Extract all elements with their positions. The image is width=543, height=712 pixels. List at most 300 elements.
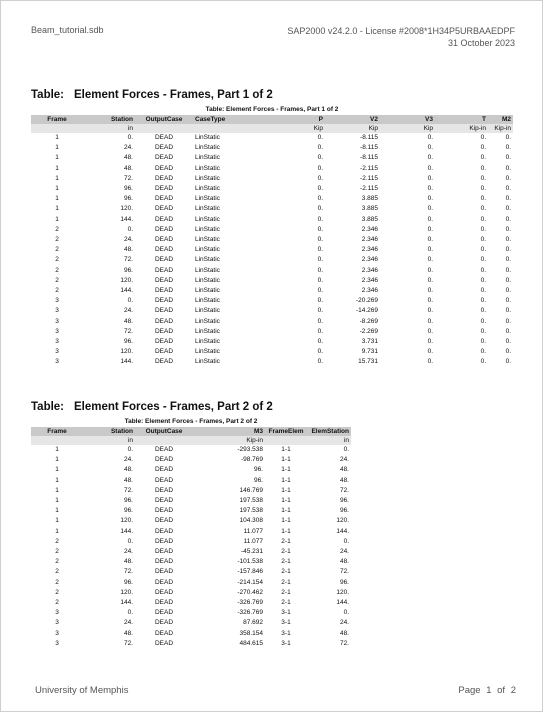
table-cell: 0. — [317, 185, 323, 193]
unit-header: in — [307, 436, 351, 445]
table-cell: 3.885 — [361, 215, 378, 223]
unit-header: Kip-in — [193, 436, 265, 445]
table-cell: 2 — [55, 276, 59, 284]
table-cell: 3 — [55, 609, 59, 617]
table-cell: -101.538 — [237, 558, 263, 566]
table-cell: 0. — [505, 185, 511, 193]
table-row — [31, 445, 351, 455]
table-cell: LinStatic — [195, 348, 220, 356]
table-cell: DEAD — [154, 517, 174, 525]
unit-header — [135, 124, 193, 133]
table-cell: DEAD — [154, 144, 174, 152]
table-cell: DEAD — [154, 568, 174, 576]
table-cell: 1-1 — [281, 476, 291, 484]
table-cell: 120. — [120, 205, 133, 213]
table-cell: 1-1 — [281, 497, 291, 505]
table-cell: 0. — [317, 134, 323, 141]
col-header: ElemStation — [307, 427, 351, 436]
table-cell: DEAD — [154, 507, 174, 515]
table-cell: 0. — [317, 307, 323, 315]
table-cell: 0. — [427, 266, 433, 274]
table-cell: 0. — [427, 236, 433, 244]
table-cell: 72. — [123, 486, 133, 494]
table-cell: 0. — [480, 225, 486, 233]
table-cell: 96. — [253, 466, 263, 474]
table-cell: DEAD — [154, 578, 174, 586]
table-cell: 104.308 — [239, 517, 263, 525]
table-row — [31, 153, 513, 163]
unit-header — [31, 124, 83, 133]
table-cell: 0. — [480, 317, 486, 325]
table-cell: DEAD — [154, 348, 174, 356]
table-cell: 0. — [505, 246, 511, 254]
table-cell: 1 — [55, 174, 59, 182]
table-cell: -270.462 — [237, 588, 263, 596]
table-cell: DEAD — [154, 276, 174, 284]
table-cell: DEAD — [154, 246, 174, 254]
table-cell: 120. — [120, 276, 133, 284]
table-cell: 24. — [123, 619, 133, 627]
table1-heading-label: Table: — [31, 89, 65, 101]
page-total: 2 — [510, 685, 516, 696]
element-forces-table-part1 — [31, 115, 513, 368]
col-header: FrameElem — [265, 427, 307, 436]
table-cell: DEAD — [154, 558, 174, 566]
table-cell: 2 — [55, 246, 59, 254]
table-cell: 1-1 — [281, 527, 291, 535]
table-row — [31, 578, 351, 588]
table-cell: 484.615 — [239, 639, 263, 647]
table-cell: 0. — [505, 287, 511, 295]
table-cell: DEAD — [154, 215, 174, 223]
table-cell: 1 — [55, 466, 59, 474]
table-cell: 24. — [123, 548, 133, 556]
table-cell: 24. — [339, 619, 349, 627]
table-cell: 0. — [427, 225, 433, 233]
table1-body — [31, 133, 513, 368]
table-cell: 96. — [253, 476, 263, 484]
table-cell: -214.154 — [237, 578, 263, 586]
table-cell: 0. — [480, 134, 486, 141]
table-cell: 0. — [317, 215, 323, 223]
table-cell: DEAD — [154, 629, 174, 637]
table-cell: 11.077 — [243, 527, 263, 535]
table-cell: 0. — [127, 446, 133, 453]
table-cell: 48. — [123, 164, 133, 172]
page-label: Page — [458, 685, 481, 696]
table-cell: 0. — [505, 134, 511, 141]
table-cell: 48. — [123, 466, 133, 474]
table1-heading — [31, 89, 273, 101]
table-cell: 0. — [480, 358, 486, 366]
table-cell: 0. — [480, 164, 486, 172]
table-cell: 1 — [55, 527, 59, 535]
table-cell: LinStatic — [195, 164, 220, 172]
table-cell: 48. — [123, 629, 133, 637]
table-cell: LinStatic — [195, 195, 220, 203]
table-cell: 358.154 — [239, 629, 263, 637]
table-cell: LinStatic — [195, 215, 220, 223]
table-cell: 1 — [55, 497, 59, 505]
table-row — [31, 225, 513, 235]
table-row — [31, 588, 351, 598]
table-row — [31, 266, 513, 276]
table-cell: 2.346 — [361, 236, 378, 244]
table-cell: 0. — [480, 307, 486, 315]
table-cell: 3 — [55, 338, 59, 346]
report-date: 31 October 2023 — [447, 38, 515, 48]
table-cell: 0. — [317, 276, 323, 284]
table-cell: 144. — [120, 527, 133, 535]
table-cell: 2.346 — [361, 266, 378, 274]
table-cell: 0. — [427, 338, 433, 346]
table-row — [31, 204, 513, 214]
table-row — [31, 516, 351, 526]
table-cell: 3 — [55, 348, 59, 356]
table-cell: 144. — [120, 287, 133, 295]
table-cell: 0. — [505, 236, 511, 244]
col-header: Frame — [31, 115, 83, 124]
table-row — [31, 608, 351, 618]
table-cell: 197.538 — [239, 497, 263, 505]
table-cell: 0. — [480, 348, 486, 356]
unit-header: in — [83, 436, 135, 445]
table-cell: 96. — [339, 507, 349, 515]
table-cell: 2-1 — [281, 578, 291, 586]
table-cell: 120. — [120, 348, 133, 356]
table-cell: 3 — [55, 327, 59, 335]
table2-body — [31, 445, 351, 649]
unit-header: Kip-in — [435, 124, 488, 133]
table-cell: 0. — [505, 256, 511, 264]
table-cell: LinStatic — [195, 174, 220, 182]
table-cell: 96. — [123, 497, 133, 505]
table-cell: 72. — [339, 486, 349, 494]
table-cell: 1-1 — [281, 466, 291, 474]
table-cell: LinStatic — [195, 185, 220, 193]
table-row — [31, 557, 351, 567]
table-cell: 0. — [427, 358, 433, 366]
table-cell: 72. — [339, 639, 349, 647]
table-cell: LinStatic — [195, 307, 220, 315]
table-cell: -98.769 — [240, 456, 263, 464]
table-row — [31, 455, 351, 465]
table-cell: 1 — [55, 517, 59, 525]
unit-header — [265, 436, 307, 445]
table-row — [31, 506, 351, 516]
table-cell: 3.731 — [361, 338, 378, 346]
table-cell: 0. — [505, 195, 511, 203]
table-cell: DEAD — [154, 317, 174, 325]
table-cell: -293.538 — [237, 446, 263, 453]
table-cell: 0. — [317, 236, 323, 244]
table-cell: 0. — [480, 256, 486, 264]
table-cell: 3.885 — [361, 205, 378, 213]
unit-header — [193, 124, 243, 133]
table-cell: 48. — [123, 476, 133, 484]
table-cell: 2-1 — [281, 599, 291, 607]
table-row — [31, 547, 351, 557]
table-cell: 0. — [505, 348, 511, 356]
table-row — [31, 347, 513, 357]
table-cell: 0. — [505, 144, 511, 152]
table-row — [31, 327, 513, 337]
table-cell: 0. — [427, 246, 433, 254]
table-row — [31, 639, 351, 649]
col-header: V3 — [380, 115, 435, 124]
table-cell: 144. — [120, 215, 133, 223]
table-cell: 48. — [339, 629, 349, 637]
table-cell: 197.538 — [239, 507, 263, 515]
table-cell: LinStatic — [195, 256, 220, 264]
report-header-info — [287, 25, 515, 49]
table-cell: 72. — [123, 639, 133, 647]
table-cell: DEAD — [154, 195, 174, 203]
table-cell: -2.115 — [360, 174, 378, 182]
table-row — [31, 143, 513, 153]
table-cell: LinStatic — [195, 317, 220, 325]
table-cell: 0. — [505, 317, 511, 325]
table-cell: 0. — [505, 307, 511, 315]
table-cell: 3 — [55, 619, 59, 627]
table-cell: 72. — [123, 174, 133, 182]
table-cell: 146.769 — [239, 486, 263, 494]
table-cell: 96. — [123, 266, 133, 274]
table2-heading-label: Table: — [31, 401, 65, 413]
table-cell: 0. — [427, 348, 433, 356]
table-cell: DEAD — [154, 497, 174, 505]
table-cell: 0. — [127, 225, 133, 233]
table-cell: 0. — [427, 317, 433, 325]
table-cell: DEAD — [154, 476, 174, 484]
table-cell: 2 — [55, 287, 59, 295]
table-cell: 0. — [480, 338, 486, 346]
table-row — [31, 629, 351, 639]
page-of-label: of — [497, 685, 506, 696]
table-cell: 3.885 — [361, 195, 378, 203]
table-cell: 0. — [480, 276, 486, 284]
table-cell: 0. — [505, 327, 511, 335]
table-cell: 0. — [480, 236, 486, 244]
table-cell: 48. — [123, 246, 133, 254]
table-cell: 3-1 — [281, 619, 291, 627]
table-cell: 0. — [317, 164, 323, 172]
col-header: OutputCase — [135, 427, 193, 436]
col-header: OutputCase — [135, 115, 193, 124]
table1-heading-title: Element Forces - Frames, Part 1 of 2 — [74, 89, 273, 101]
table-cell: LinStatic — [195, 297, 220, 305]
table-cell: LinStatic — [195, 287, 220, 295]
table-row — [31, 235, 513, 245]
table-cell: 0. — [505, 276, 511, 284]
table-cell: 2-1 — [281, 588, 291, 596]
unit-header: Kip-in — [488, 124, 513, 133]
table-cell: 24. — [339, 548, 349, 556]
table2-units-row — [31, 436, 351, 445]
table1-header-row — [31, 115, 513, 124]
table-cell: 120. — [336, 588, 349, 596]
table-cell: DEAD — [154, 256, 174, 264]
table-cell: 0. — [317, 358, 323, 366]
table-cell: -157.846 — [237, 568, 263, 576]
organization-name: University of Memphis — [35, 685, 129, 696]
table-cell: 48. — [123, 317, 133, 325]
table-cell: LinStatic — [195, 358, 220, 366]
table-cell: 120. — [120, 588, 133, 596]
table-cell: 1 — [55, 507, 59, 515]
table-cell: DEAD — [154, 527, 174, 535]
col-header: M2 — [488, 115, 513, 124]
table-cell: 0. — [317, 317, 323, 325]
table-cell: DEAD — [154, 619, 174, 627]
table-cell: 0. — [343, 609, 349, 617]
table-cell: 2 — [55, 548, 59, 556]
table-cell: 0. — [127, 537, 133, 545]
table-row — [31, 496, 351, 506]
table-cell: 0. — [317, 256, 323, 264]
table-row — [31, 476, 351, 486]
table-cell: 2 — [55, 578, 59, 586]
table-cell: DEAD — [154, 486, 174, 494]
table-cell: DEAD — [154, 588, 174, 596]
table-cell: 144. — [336, 599, 349, 607]
table-cell: DEAD — [154, 297, 174, 305]
table-cell: -8.115 — [360, 144, 378, 152]
table-cell: 0. — [427, 164, 433, 172]
table2-heading-title: Element Forces - Frames, Part 2 of 2 — [74, 401, 273, 413]
table-cell: DEAD — [154, 185, 174, 193]
table-cell: LinStatic — [195, 236, 220, 244]
table-cell: 0. — [480, 174, 486, 182]
table-cell: 2-1 — [281, 568, 291, 576]
table-cell: 2 — [55, 266, 59, 274]
table-cell: 1 — [55, 185, 59, 193]
table-cell: 72. — [123, 568, 133, 576]
table-row — [31, 598, 351, 608]
table-cell: 0. — [505, 164, 511, 172]
table-cell: 1 — [55, 486, 59, 494]
file-name: Beam_tutorial.sdb — [31, 25, 104, 35]
table-cell: 1 — [55, 456, 59, 464]
table-row — [31, 357, 513, 367]
table-cell: -2.115 — [360, 164, 378, 172]
table-cell: 0. — [505, 154, 511, 162]
table-cell: DEAD — [154, 537, 174, 545]
table-cell: 0. — [317, 174, 323, 182]
table-cell: LinStatic — [195, 225, 220, 233]
table-cell: LinStatic — [195, 276, 220, 284]
table-cell: DEAD — [154, 327, 174, 335]
col-header: P — [243, 115, 325, 124]
table-cell: 144. — [120, 358, 133, 366]
table-cell: DEAD — [154, 338, 174, 346]
table-cell: -326.769 — [237, 599, 263, 607]
table-cell: 0. — [505, 225, 511, 233]
table-cell: -8.115 — [360, 154, 378, 162]
table-cell: 0. — [480, 154, 486, 162]
table-cell: 0. — [317, 246, 323, 254]
unit-header: Kip — [325, 124, 380, 133]
table-cell: DEAD — [154, 236, 174, 244]
table-cell: 0. — [505, 338, 511, 346]
col-header: Station — [83, 427, 135, 436]
table-cell: 1 — [55, 446, 59, 453]
unit-header: Kip — [243, 124, 325, 133]
table-cell: 0. — [480, 297, 486, 305]
table-cell: 2.346 — [361, 225, 378, 233]
table-row — [31, 465, 351, 475]
table-cell: 3 — [55, 297, 59, 305]
table-cell: 0. — [427, 287, 433, 295]
table-cell: 15.731 — [358, 358, 378, 366]
table-cell: 144. — [120, 599, 133, 607]
page-indicator — [455, 685, 516, 696]
table-cell: -20.269 — [355, 297, 378, 305]
table-cell: 3 — [55, 307, 59, 315]
table-cell: 0. — [505, 215, 511, 223]
table-cell: 1-1 — [281, 446, 291, 453]
table2-caption: Table: Element Forces - Frames, Part 2 of 2 — [124, 418, 258, 425]
table-cell: 0. — [317, 144, 323, 152]
table-cell: 0. — [317, 338, 323, 346]
table-cell: 0. — [505, 297, 511, 305]
table-cell: DEAD — [154, 287, 174, 295]
table-cell: 24. — [339, 456, 349, 464]
table-cell: 0. — [480, 185, 486, 193]
table-cell: 0. — [317, 266, 323, 274]
table-cell: 0. — [427, 134, 433, 141]
table-cell: LinStatic — [195, 338, 220, 346]
table-cell: 1-1 — [281, 456, 291, 464]
table-row — [31, 133, 513, 143]
col-header: CaseType — [193, 115, 243, 124]
table-cell: 24. — [123, 307, 133, 315]
table-cell: DEAD — [154, 225, 174, 233]
table-cell: 2 — [55, 558, 59, 566]
table-cell: 2 — [55, 225, 59, 233]
table-cell: 0. — [343, 446, 349, 453]
table-row — [31, 255, 513, 265]
col-header: T — [435, 115, 488, 124]
table-cell: 0. — [480, 246, 486, 254]
table-cell: 3-1 — [281, 639, 291, 647]
table-cell: 0. — [505, 358, 511, 366]
table-row — [31, 276, 513, 286]
table-cell: 120. — [120, 517, 133, 525]
table-cell: 0. — [427, 215, 433, 223]
col-header: V2 — [325, 115, 380, 124]
table-cell: -2.269 — [359, 327, 378, 335]
table-cell: LinStatic — [195, 144, 220, 152]
table-cell: 1 — [55, 215, 59, 223]
table-cell: 1-1 — [281, 507, 291, 515]
table-cell: 0. — [317, 287, 323, 295]
table-cell: -45.231 — [240, 548, 263, 556]
table-cell: -14.269 — [355, 307, 378, 315]
table-cell: 0. — [427, 276, 433, 284]
table-cell: 1 — [55, 154, 59, 162]
table-cell: 0. — [427, 307, 433, 315]
table-cell: 72. — [123, 256, 133, 264]
table-row — [31, 245, 513, 255]
table-cell: LinStatic — [195, 134, 220, 141]
table-cell: DEAD — [154, 548, 174, 556]
table-cell: DEAD — [154, 205, 174, 213]
table-cell: 1 — [55, 195, 59, 203]
table-row — [31, 537, 351, 547]
table-row — [31, 286, 513, 296]
table-cell: DEAD — [154, 456, 174, 464]
